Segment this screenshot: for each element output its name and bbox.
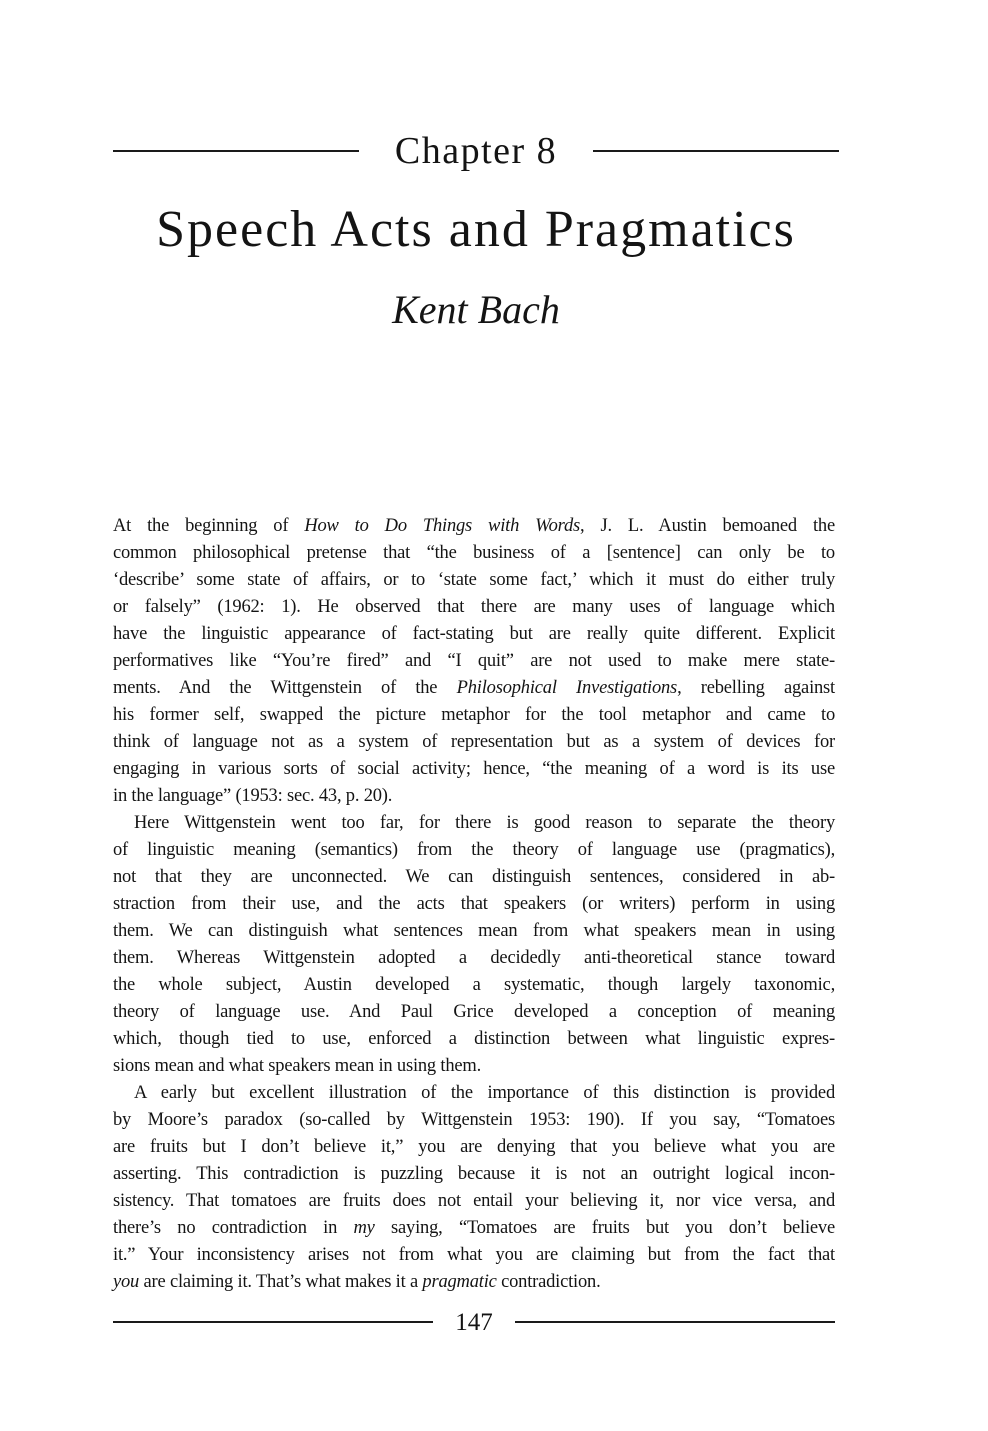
text-run: engaging in various sorts of social activity; hence, “the meaning of a word is its use [113, 759, 835, 779]
text-run: it.” Your inconsistency arises not from what you are claiming but from the fact that [113, 1245, 835, 1265]
text-run: contradiction. [496, 1272, 601, 1292]
text-run: A early but excellent illustration of the importance of this distinction is provided [134, 1083, 835, 1103]
text-line [113, 1188, 835, 1215]
footer-rule-right [515, 1321, 835, 1323]
text-line [113, 1161, 835, 1188]
text-line [113, 1134, 835, 1161]
text-run: which, though tied to use, enforced a distinction between what linguistic expres- [113, 1029, 835, 1049]
text-line [113, 621, 835, 648]
footer-rule-left [113, 1321, 433, 1323]
text-line [113, 567, 835, 594]
text-run: the whole subject, Austin developed a systematic, though largely taxonomic, [113, 975, 835, 995]
text-run: sions mean and what speakers mean in using them. [113, 1056, 482, 1076]
text-line [113, 648, 835, 675]
text-run: , J. L. Austin bemoaned the [580, 516, 835, 536]
chapter-author: Kent Bach [392, 287, 560, 332]
text-line [113, 837, 835, 864]
text-line [113, 864, 835, 891]
text-line [113, 1242, 835, 1269]
text-line [113, 540, 835, 567]
page-number: 147 [455, 1308, 493, 1336]
text-line [113, 972, 835, 999]
text-line [113, 945, 835, 972]
text-line [113, 729, 835, 756]
chapter-rule-left [113, 150, 359, 152]
italic-text-run: How to Do Things with Words [304, 516, 581, 536]
chapter-label: Chapter 8 [394, 130, 558, 172]
page-footer [113, 1305, 835, 1339]
text-run: his former self, swapped the picture metaphor for the tool metaphor and came to [113, 705, 835, 725]
text-line [113, 513, 835, 540]
text-run: there’s no contradiction in [113, 1218, 354, 1238]
italic-text-run: my [353, 1218, 375, 1238]
text-run: of linguistic meaning (semantics) from the theory of language use (pragmatics), [113, 840, 835, 860]
text-line [113, 756, 835, 783]
text-line [113, 1269, 835, 1296]
text-run: by Moore’s paradox (so-called by Wittgenstein 1953: 190). If you say, “Tomatoes [113, 1110, 835, 1130]
text-run: At the beginning of [113, 516, 305, 536]
text-line [113, 1215, 835, 1242]
text-run: asserting. This contradiction is puzzling because it is not an outright logical incon- [113, 1164, 835, 1184]
text-line [113, 702, 835, 729]
text-run: or falsely” (1962: 1). He observed that there are many uses of language which [113, 597, 835, 617]
text-run: them. Whereas Wittgenstein adopted a decidedly anti-theoretical stance toward [113, 948, 835, 968]
text-line [113, 783, 835, 810]
text-run: think of language not as a system of representation but as a system of devices for [113, 732, 835, 752]
text-run: Here Wittgenstein went too far, for there is good reason to separate the theory [134, 813, 835, 833]
chapter-title: Speech Acts and Pragmatics [156, 201, 796, 258]
text-run: saying, “Tomatoes are fruits but you don’t believe [374, 1218, 835, 1238]
body-text [113, 513, 835, 1296]
text-line [113, 891, 835, 918]
text-line [113, 999, 835, 1026]
text-run: straction from their use, and the acts that speakers (or writers) perform in using [113, 894, 835, 914]
text-line [113, 594, 835, 621]
italic-text-run: you [113, 1272, 140, 1292]
chapter-heading-row [113, 132, 839, 170]
chapter-rule-right [593, 150, 839, 152]
text-line [113, 675, 835, 702]
text-run: ‘describe’ some state of affairs, or to ‘state some fact,’ which it must do either truly [113, 570, 835, 590]
text-run: ments. And the Wittgenstein of the [113, 678, 457, 698]
text-run: are fruits but I don’t believe it,” you are denying that you believe what you are [113, 1137, 835, 1157]
text-run: not that they are unconnected. We can distinguish sentences, considered in ab- [113, 867, 835, 887]
text-run: have the linguistic appearance of fact-stating but are really quite different. Explicit [113, 624, 835, 644]
text-line [113, 1053, 835, 1080]
text-line [113, 1026, 835, 1053]
text-run: are claiming it. That’s what makes it a [139, 1272, 423, 1292]
text-line [113, 810, 835, 837]
text-run: them. We can distinguish what sentences mean from what speakers mean in using [113, 921, 835, 941]
text-run: performatives like “You’re fired” and “I quit” are not used to make mere state- [113, 651, 835, 671]
text-line [113, 1107, 835, 1134]
text-run: in the language” (1953: sec. 43, p. 20). [113, 786, 393, 806]
italic-text-run: Philosophical Investigations [456, 678, 678, 698]
text-run: common philosophical pretense that “the business of a [sentence] can only be to [113, 543, 835, 563]
text-run: sistency. That tomatoes are fruits does not entail your believing it, nor vice versa, and [113, 1191, 835, 1211]
italic-text-run: pragmatic [422, 1272, 497, 1292]
text-run: theory of language use. And Paul Grice developed a conception of meaning [113, 1002, 835, 1022]
text-run: , rebelling against [677, 678, 836, 698]
text-line [113, 918, 835, 945]
text-line [113, 1080, 835, 1107]
